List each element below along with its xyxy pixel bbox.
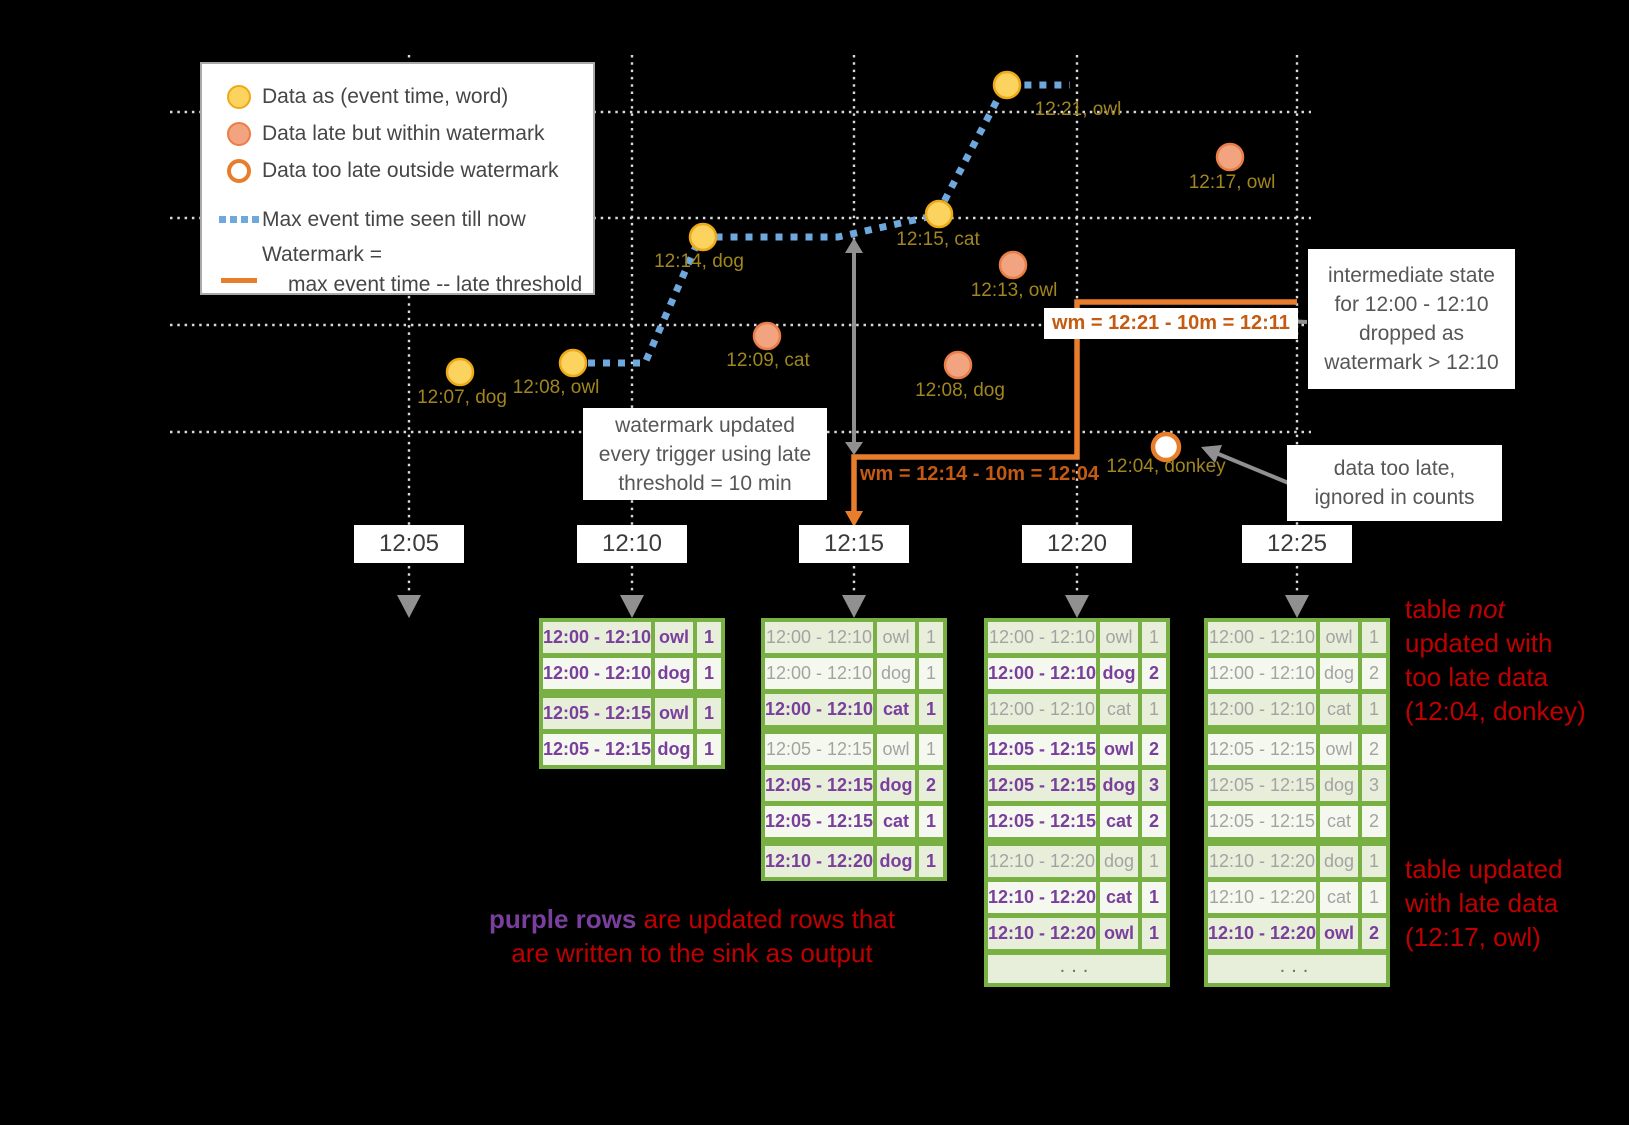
count-cell: 2 [1362,734,1386,765]
count-cell: 1 [919,734,943,765]
window-cell: 12:10 - 12:20 [988,882,1096,913]
side-note-line [1405,920,1563,954]
word-cell: dog [1320,658,1358,689]
window-cell: 12:05 - 12:15 [765,734,873,765]
window-cell: 12:10 - 12:20 [988,846,1096,877]
data-point-ontime [690,224,716,250]
late-dot-icon [227,122,251,146]
word-cell: owl [877,622,915,653]
table-row [988,918,1166,949]
count-cell: 1 [1142,694,1166,725]
legend [200,62,595,295]
count-cell: 1 [697,622,721,653]
table-row [988,806,1166,837]
count-cell: 1 [919,622,943,653]
late-update-note [1405,852,1563,954]
point-label: 12:17, owl [1188,172,1276,193]
word-cell: dog [1100,770,1138,801]
legend-label-line2: max event time -- late threshold [288,273,583,296]
callout-line: every trigger using late [598,442,812,466]
table-row [1208,846,1386,877]
window-cell: 12:00 - 12:10 [1208,694,1316,725]
window-cell: 12:00 - 12:10 [765,694,873,725]
table-row [543,698,721,729]
table-row [988,694,1166,725]
side-note-segment: (12:04, donkey) [1405,696,1586,726]
side-note-line [1405,694,1586,728]
legend-swatch [216,278,262,283]
point-label: 12:13, owl [970,280,1058,301]
callout-line: dropped as [1358,322,1465,345]
too-late-dot-icon [227,159,251,183]
legend-item [216,152,593,189]
table-row [1208,734,1386,765]
watermark-updated-note [583,408,827,500]
count-cell: 2 [1362,918,1386,949]
side-note-line [1405,626,1586,660]
result-table-12-25 [1204,618,1390,987]
table-row [543,658,721,689]
count-cell: 1 [1362,694,1386,725]
trigger-arrowhead-icon [1285,595,1309,618]
trigger-arrowhead-icon [842,595,866,618]
word-cell: cat [877,694,915,725]
point-label: 12:08, dog [915,380,1005,401]
window-cell: 12:00 - 12:10 [765,658,873,689]
count-cell: 1 [697,698,721,729]
window-cell: 12:00 - 12:10 [543,622,651,653]
data-point-late [754,323,780,349]
word-cell: owl [655,622,693,653]
point-label: 12:15, cat [896,229,980,250]
side-note-line [1405,660,1586,694]
count-cell: 1 [919,694,943,725]
word-cell: dog [655,658,693,689]
word-cell: dog [1100,846,1138,877]
table-row [765,806,943,837]
callout-line: ignored in counts [1314,486,1475,509]
window-cell: 12:05 - 12:15 [988,734,1096,765]
purple-rows-note-rest: are updated rows that [636,904,896,934]
table-row [1208,658,1386,689]
ontime-dot-icon [227,85,251,109]
data-point-late [1217,144,1243,170]
trigger-arrowhead-icon [1065,595,1089,618]
table-row [988,622,1166,653]
window-cell: 12:05 - 12:15 [988,770,1096,801]
point-label: 12:04, donkey [1106,456,1226,477]
count-cell: 3 [1142,770,1166,801]
too-late-note [1405,592,1586,728]
table-row [543,734,721,765]
double-arrow-up-head-icon [845,238,863,253]
legend-swatch [216,159,262,183]
count-cell: 1 [1142,918,1166,949]
watermark-line-icon [221,278,257,283]
trigger-arrowhead-icon [397,595,421,618]
callout-line: watermark updated [615,413,795,437]
table-row [988,846,1166,877]
table-row [1208,918,1386,949]
window-cell: 12:05 - 12:15 [765,806,873,837]
trigger-tick-12-15: 12:15 [799,525,909,563]
callout-line: watermark > 12:10 [1324,351,1499,374]
data-point-ontime [560,350,586,376]
purple-rows-note-highlight: purple rows [488,904,637,934]
side-note-segment: not [1468,594,1505,624]
data-point-late [945,352,971,378]
window-cell: 12:05 - 12:15 [1208,734,1316,765]
count-cell: 2 [1142,806,1166,837]
max-event-line-icon [219,216,259,223]
point-label: 12:21, owl [1034,99,1122,120]
window-cell: 12:05 - 12:15 [543,698,651,729]
count-cell: 1 [697,658,721,689]
count-cell: 1 [919,658,943,689]
window-cell: 12:05 - 12:15 [543,734,651,765]
legend-item [216,115,593,152]
side-note-line [1405,852,1563,886]
count-cell: 1 [919,806,943,837]
wm-equation-2: wm = 12:21 - 10m = 12:11 [1044,308,1298,339]
count-cell: 2 [1362,658,1386,689]
trigger-tick-12-20: 12:20 [1022,525,1132,563]
table-row [765,770,943,801]
window-cell: 12:00 - 12:10 [988,658,1096,689]
result-table-12-15 [761,618,947,881]
window-cell: 12:05 - 12:15 [988,806,1096,837]
data-too-late-note [1287,445,1502,521]
max-event-time-line [573,85,1070,363]
callout-line: threshold = 10 min [618,471,792,495]
table-row [1208,882,1386,913]
count-cell: 2 [1142,658,1166,689]
word-cell: owl [1100,622,1138,653]
count-cell: 3 [1362,770,1386,801]
table-row [988,658,1166,689]
purple-rows-note-line1 [489,902,895,936]
legend-item [216,78,593,115]
word-cell: dog [877,658,915,689]
legend-swatch [216,216,262,223]
word-cell: dog [1320,770,1358,801]
window-cell: 12:10 - 12:20 [988,918,1096,949]
intermediate-state-note [1308,249,1515,389]
window-cell: 12:10 - 12:20 [1208,846,1316,877]
window-cell: 12:05 - 12:15 [765,770,873,801]
word-cell: cat [1100,694,1138,725]
window-cell: 12:10 - 12:20 [1208,882,1316,913]
result-table-12-10 [539,618,725,769]
wm-equation-1: wm = 12:14 - 10m = 12:04 [860,463,1100,485]
table-row [1208,694,1386,725]
side-note-line [1405,886,1563,920]
word-cell: owl [1100,734,1138,765]
double-arrow-down-head-icon [845,442,863,455]
window-cell: 12:05 - 12:15 [1208,806,1316,837]
word-cell: dog [877,770,915,801]
table-row [765,734,943,765]
side-note-segment: table [1405,594,1469,624]
legend-label: Max event time seen till now [262,207,526,231]
point-label: 12:07, dog [417,387,507,408]
callout-line: data too late, [1333,457,1456,480]
word-cell: dog [1100,658,1138,689]
side-note-segment: too late data [1405,662,1549,692]
word-cell: owl [1320,622,1358,653]
legend-swatch [216,85,262,109]
window-cell: 12:00 - 12:10 [765,622,873,653]
callout-line: for 12:00 - 12:10 [1334,293,1489,316]
result-table-12-20 [984,618,1170,987]
count-cell: 2 [919,770,943,801]
data-point-ontime [447,359,473,385]
table-row [543,622,721,653]
count-cell: 1 [697,734,721,765]
word-cell: dog [877,846,915,877]
purple-rows-note-line2: are written to the sink as output [511,938,873,968]
data-point-late [1000,252,1026,278]
legend-label: Watermark = [262,243,382,266]
count-cell: 1 [1142,622,1166,653]
window-cell: 12:00 - 12:10 [543,658,651,689]
side-note-line [1405,592,1586,626]
window-cell: 12:10 - 12:20 [1208,918,1316,949]
count-cell: 2 [1142,734,1166,765]
table-row [765,694,943,725]
table-row [988,734,1166,765]
callout-line: intermediate state [1328,264,1495,287]
word-cell: dog [655,734,693,765]
point-label: 12:08, owl [512,377,600,398]
count-cell: 1 [1362,882,1386,913]
window-cell: 12:10 - 12:20 [765,846,873,877]
table-row [765,622,943,653]
table-ellipsis-row: ... [1208,955,1386,983]
side-note-segment: (12:17, owl) [1405,922,1541,952]
window-cell: 12:00 - 12:10 [988,694,1096,725]
data-point-ontime [994,72,1020,98]
table-row [988,882,1166,913]
word-cell: cat [1320,694,1358,725]
count-cell: 1 [1142,846,1166,877]
legend-item-watermark [216,240,593,300]
side-note-segment: updated with [1405,628,1553,658]
table-row [765,846,943,877]
window-cell: 12:00 - 12:10 [1208,658,1316,689]
table-row [988,770,1166,801]
legend-watermark-text [262,240,582,300]
count-cell: 1 [1362,622,1386,653]
word-cell: owl [1320,918,1358,949]
legend-item [216,201,593,238]
point-label: 12:09, cat [726,350,810,371]
table-row [765,658,943,689]
window-cell: 12:05 - 12:15 [1208,770,1316,801]
table-ellipsis-row: ... [988,955,1166,983]
word-cell: owl [1100,918,1138,949]
trigger-tick-12-10: 12:10 [577,525,687,563]
count-cell: 1 [919,846,943,877]
word-cell: owl [1320,734,1358,765]
side-note-segment: table updated [1405,854,1563,884]
window-cell: 12:00 - 12:10 [1208,622,1316,653]
word-cell: cat [1100,806,1138,837]
count-cell: 1 [1142,882,1166,913]
legend-label: Data late but within watermark [262,121,545,145]
purple-rows-note [489,902,895,970]
word-cell: cat [1320,882,1358,913]
trigger-tick-12-25: 12:25 [1242,525,1352,563]
window-cell: 12:00 - 12:10 [988,622,1096,653]
word-cell: dog [1320,846,1358,877]
word-cell: cat [1320,806,1358,837]
table-row [1208,770,1386,801]
word-cell: owl [877,734,915,765]
trigger-arrowhead-icon [620,595,644,618]
legend-label: Data too late outside watermark [262,158,559,182]
point-label: 12:14, dog [654,251,744,272]
table-row [1208,806,1386,837]
trigger-tick-12-05: 12:05 [354,525,464,563]
count-cell: 2 [1362,806,1386,837]
word-cell: cat [1100,882,1138,913]
legend-label: Data as (event time, word) [262,84,509,108]
word-cell: cat [877,806,915,837]
legend-swatch [216,122,262,146]
count-cell: 1 [1362,846,1386,877]
side-note-segment: with late data [1405,888,1559,918]
table-row [1208,622,1386,653]
word-cell: owl [655,698,693,729]
data-point-ontime [926,201,952,227]
